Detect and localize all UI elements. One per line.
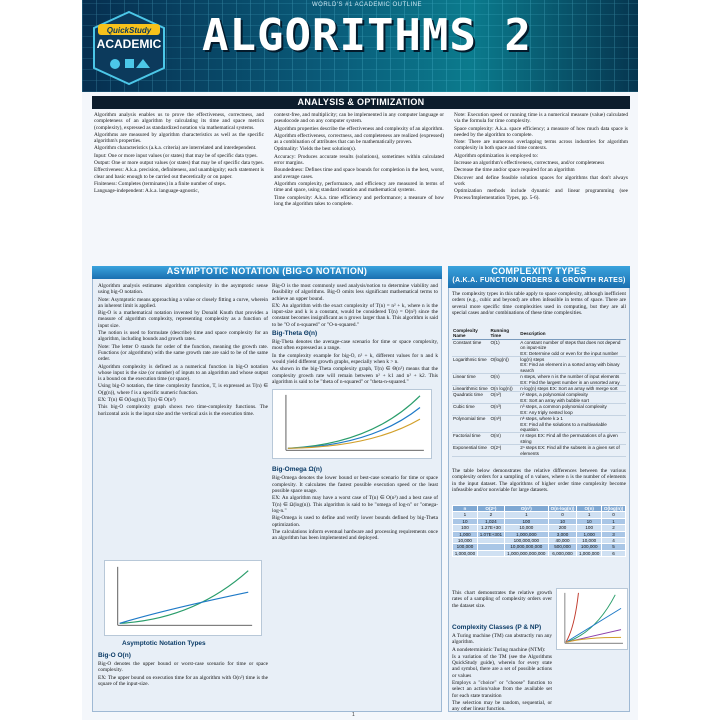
complexity-desc xyxy=(519,339,626,356)
complexity-cell: O(n²) xyxy=(489,392,519,404)
omega-p2: Big-Omega is used to define and verify lower bounds defined by big-Theta optimization. xyxy=(272,515,438,528)
growth-cell: 100,000 xyxy=(577,544,602,550)
analysis-c1-p4: Output: One or more output values (or states) that may be of specific data types. xyxy=(94,160,264,167)
analysis-c3-p0: Note: Execution speed or running time is a numerical measure (value) calculated via the formula for time complexity. xyxy=(454,112,628,125)
complexity-col-header: Running Time xyxy=(489,328,519,339)
analysis-c3-p5: Decrease the time and/or space required for an algorithm xyxy=(454,167,575,174)
complexity-cell: O(log(n)) xyxy=(489,357,519,374)
growth-table xyxy=(452,505,626,557)
asym-c1-p6: Using big-O notation, the time complexity function, T, is expressed as T(n) ∈ O(g(n)), where f is a specific numeric function. xyxy=(98,383,268,396)
growth-cell: 5 xyxy=(602,544,626,550)
analysis-c3-p3: Algorithm optimization is employed to: xyxy=(454,152,539,159)
growth-cell: 100 xyxy=(577,525,602,531)
big-theta-heading: Big-Theta Θ(n) xyxy=(272,330,318,338)
study-sheet xyxy=(82,0,638,720)
growth-cell: 100,000 xyxy=(453,544,478,550)
growth-cell: 10,000 xyxy=(577,538,602,544)
complexity-cell: O(n) xyxy=(489,374,519,386)
omega-p3: The calculations inform eventual hardware and processing requirements once an algorithm has been implemented and deployed. xyxy=(272,528,438,542)
growth-cell: 500,000 xyxy=(548,544,576,550)
complexity-desc-example: EX: Determine odd or even for the input number xyxy=(520,350,619,356)
complexity-desc-example: EX: Find the largest number in an unsorted array xyxy=(520,379,620,385)
growth-cell: 1 xyxy=(602,518,626,524)
analysis-c1-p6: Finiteness: Completes (terminates) in a finite number of steps. xyxy=(94,180,226,187)
quickstudy-badge-icon xyxy=(90,10,168,86)
complexity-desc-main: n·log(n) steps EX: Sort an array with merge sort xyxy=(520,386,618,392)
growth-cell: 6 xyxy=(602,550,626,556)
complexity-cell: O(n!) xyxy=(489,433,519,445)
complexity-desc-main: 2ⁿ steps EX: Find all the subsets in a given set of elements xyxy=(520,445,620,456)
complexity-cell: Polynomial time xyxy=(452,416,489,433)
growth-cell: 1,000 xyxy=(577,531,602,537)
asymptotic-col-2 xyxy=(272,283,438,708)
growth-col-header: O(2ⁿ) xyxy=(477,506,504,512)
big-theta-graph xyxy=(272,389,432,459)
complexity-cell: O(nᵏ) xyxy=(489,416,519,433)
growth-cell: 1 xyxy=(504,512,548,518)
growth-cell: 10,000,000,000 xyxy=(504,544,548,550)
growth-cell: 10,000 xyxy=(504,525,548,531)
complexity-row xyxy=(452,386,626,392)
page-number: 1 xyxy=(352,712,355,718)
growth-cell: 1,000,000 xyxy=(577,550,602,556)
growth-cell: 10,000 xyxy=(453,538,478,544)
complexity-mid-text xyxy=(452,468,626,504)
growth-col-header: n xyxy=(453,506,478,512)
asym-c1-p5: Algorithm complexity is defined as a numerical function in big-O notation whose input is the size (or number) of inputs to an algorithm and whose output is a bound on the execution time (or space). xyxy=(98,363,268,383)
growth-cell: 10 xyxy=(577,518,602,524)
asym-c1-p3: The notion is used to formulate (describe) time and space complexity for an algorithm, including bounds and growth rates. xyxy=(98,330,268,343)
asym-c2-p1: EX: An algorithm with the exact complexity of T(n) = n² + k, where n is the input-size and k is a constant, would be considered T(n) = O(n²) since the constant becomes insignificant as n grows larger than k. This algorithm is said to be "O of n-squared" or "O-n-squared." xyxy=(272,302,438,328)
big-o-tail xyxy=(98,650,268,708)
complexity-row xyxy=(452,357,626,374)
complexity-table-wrap xyxy=(452,328,626,457)
complexity-classes xyxy=(452,622,552,713)
asym-c1-p0: Algorithm analysis estimates algorithm complexity in the asymptotic sense using big-O notation. xyxy=(98,283,268,296)
complexity-desc xyxy=(519,357,626,374)
growth-cell: 4 xyxy=(602,538,626,544)
growth-cell: 2 xyxy=(477,512,504,518)
complexity-desc-main: nᵏ steps, where k ≥ 1 xyxy=(520,416,563,422)
classes-p3: Employs a "choice" or "choose" function to select an action/value from the available set for each state transition xyxy=(452,680,552,699)
growth-cell: 1 xyxy=(453,512,478,518)
asym-c1-p2: Big-O is a mathematical notation invented by Donald Knuth that provides a measure of algorithm complexity, representing complexity as a function of input size. xyxy=(98,310,268,329)
complexity-classes-heading: Complexity Classes (P & NP) xyxy=(452,624,542,631)
growth-cell: 100,000,000 xyxy=(504,538,548,544)
complexity-desc-main: A constant number of steps that does not depend on input-size xyxy=(520,339,621,351)
complexity-cell: Factorial time xyxy=(452,433,489,445)
header-banner xyxy=(82,0,638,92)
complexity-row xyxy=(452,445,626,457)
complexity-desc-example: EX: Find an element in a sorted array with binary search xyxy=(520,362,620,373)
complexity-desc xyxy=(519,392,626,404)
complexity-cell: O(2ⁿ) xyxy=(489,445,519,457)
complexity-cell: Quadratic time xyxy=(452,392,489,404)
asymptotic-section-bar: ASYMPTOTIC NOTATION (BIG-O NOTATION) xyxy=(92,266,442,279)
analysis-c3-p6: Discover and define feasible solution spaces for algorithms that don't always work xyxy=(454,174,628,187)
analysis-c1-p1: Algorithms are measured by algorithm characteristics as well as the specific algorithm's properties. xyxy=(94,131,264,145)
analysis-c2-p5: Boundedness: Defines time and space bounds for completion in the best, worst, and average cases. xyxy=(274,167,444,180)
analysis-c3-p2: Note: There are numerous overlapping terms across industries for algorithm complexity in both space and time contexts. xyxy=(454,139,628,152)
complexity-section-bar xyxy=(448,266,630,288)
growth-cell: 1,000,000,000,000 xyxy=(504,550,548,556)
analysis-col-1 xyxy=(94,112,264,262)
growth-table-wrap xyxy=(452,505,626,557)
complexity-desc-main: log(n) steps xyxy=(520,357,545,363)
complexity-desc-example: EX: Find all the solutions to a multivariable equation. xyxy=(520,421,607,432)
complexity-col-header: Description xyxy=(519,328,626,339)
complexity-desc xyxy=(519,374,626,386)
growth-cell xyxy=(477,550,504,556)
complexity-cell: Constant time xyxy=(452,339,489,356)
big-omega-heading: Big-Omega Ω(n) xyxy=(272,466,322,474)
complexity-desc xyxy=(519,445,626,457)
complexity-col-header: Complexity Name xyxy=(452,328,489,339)
classes-p1: A nondeterministic Turing machine (NTM): xyxy=(452,646,546,653)
asymptotic-col-1 xyxy=(98,283,268,553)
big-o-graph xyxy=(104,560,262,636)
analysis-col-2 xyxy=(274,112,444,262)
complexity-cell: Linear time xyxy=(452,374,489,386)
complexity-desc-main: n! steps EX: Find all the permutations of a given string xyxy=(520,433,618,444)
analysis-c2-p3: Optimality: Yields the best solution(s). xyxy=(274,146,357,153)
complexity-desc-main: n³ steps, a common polynomial complexity xyxy=(520,404,607,410)
classes-p4: The selection may be random, sequential, or any other linear function. xyxy=(452,699,552,713)
complexity-cell: Logarithmic time xyxy=(452,357,489,374)
big-o-heading: Big-O O(n) xyxy=(98,652,131,659)
analysis-c2-p7: Time complexity: A.k.a. time efficiency and performance; a measure of how long the algorithm takes to complete. xyxy=(274,194,444,207)
growth-chart-para: This chart demonstrates the relative growth rates of a sampling of complexity orders over the dataset size. xyxy=(452,590,552,609)
complexity-intro xyxy=(452,291,626,327)
growth-cell: 10 xyxy=(453,518,478,524)
complexity-desc-example: EX: Sort an array with bubble sort xyxy=(520,397,589,403)
complexity-mid-para: The table below demonstrates the relative differences between the various complexity orders for a sampling of n values, where n is the number of elements in the input dataset. The algorithms of higher order time complexity become infeasible and/or nonviable for large datasets. xyxy=(452,468,626,493)
big-o-tail-p0: Big-O denotes the upper bound or worst-case scenario for time or space complexity. xyxy=(98,661,268,674)
complexity-desc xyxy=(519,386,626,392)
growth-cell: 100 xyxy=(504,518,548,524)
omega-p0: Big-Omega denotes the lower bound or best-case scenario for time or space complexity. It calculates the fastest possible execution speed or the least possible space usage. xyxy=(272,475,438,495)
analysis-col-3 xyxy=(454,112,628,262)
growth-cell: 3 xyxy=(602,531,626,537)
growth-col-header: O(n²) xyxy=(504,506,548,512)
complexity-desc xyxy=(519,404,626,416)
growth-col-header: O(log(n)) xyxy=(602,506,626,512)
growth-cell: 0 xyxy=(602,512,626,518)
big-o-curve-lower xyxy=(120,592,249,623)
asym-c2-p0: Big-O is the most commonly used analysis/notion to determine viability and feasibility of algorithms. Big-O omits less significant mathematical terms to achieve an upper bound. xyxy=(272,283,438,302)
badge-top-text: QuickStudy xyxy=(106,26,152,35)
complexity-cell: Cubic time xyxy=(452,404,489,416)
growth-cell: 1.27E+30 xyxy=(477,525,504,531)
big-o-curve-upper xyxy=(120,571,249,624)
growth-cell: 1 xyxy=(577,512,602,518)
analysis-c1-p3: Input: One or more input values (or states) that may be of specific data types. xyxy=(94,152,258,159)
analysis-c2-p0: context-free, and multiplicity; can be implemented in any computer language or pseudocode and on any computer system. xyxy=(274,112,444,125)
asym-c1-p1: Note: Asymptotic means approaching a value or closely fitting a curve, wherein an inherent limit is applied. xyxy=(98,296,268,309)
complexity-subtitle: (A.K.A. FUNCTION ORDERS & GROWTH RATES) xyxy=(452,277,626,284)
big-o-tail-p1: EX: The upper bound on execution time for an algorithm with O(n²) time is the square of the input-size. xyxy=(98,674,268,687)
growth-cell: 1,000 xyxy=(453,531,478,537)
complexity-desc-main: n² steps, a polynomial complexity xyxy=(520,392,588,398)
growth-cell: 10 xyxy=(548,518,576,524)
complexity-title: COMPLEXITY TYPES xyxy=(491,266,587,276)
growth-cell: 100 xyxy=(453,525,478,531)
theta-p2: As shown in the big-Theta complexity graph, T(n) ∈ Θ(n²) means that the complexity growth rate will remain between n² + k1 and n² + k2. This algorithm is said to be "theta of n-squared" or "theta-n-squared." xyxy=(272,366,438,385)
complexity-desc xyxy=(519,416,626,433)
analysis-c3-p7: Optimization methods include dynamic and linear programming (see Process/Implementation Types, pp. 5-6). xyxy=(454,188,628,201)
omega-p1: EX: An algorithm may have a worst case of T(n) ∈ O(n²) and a best case of T(n) ∈ Ω(log(n)). This algorithm is said to be "omega of log-n" or "omega-log-n." xyxy=(272,495,438,514)
asym-c1-p8: This big-O complexity graph shows two time-complexity functions. The horizontal axis is the input size and the vertical axis is the execution time. xyxy=(98,404,268,417)
analysis-c1-p7: Language-independent: A.k.a. language-agnostic, xyxy=(94,188,200,195)
growth-chart-text xyxy=(452,590,552,620)
analysis-c2-p1: Algorithm properties describe the effectiveness and complexity of an algorithm. xyxy=(274,125,444,132)
growth-cell: 2 xyxy=(602,525,626,531)
complexity-row xyxy=(452,433,626,445)
growth-cell: 200 xyxy=(548,525,576,531)
analysis-c1-p0: Algorithm analysis enables us to prove the effectiveness, correctness, and completeness of an algorithm by calculating its time and space metrics (complexity), expressed as standardized notation via mathematical systems. xyxy=(94,112,264,131)
theta-p0: Big-Theta denotes the average-case scenario for time or space complexity, most often expressed as a range. xyxy=(272,339,438,352)
page-title: ALGORITHMS 2 xyxy=(202,10,532,61)
growth-cell: 6,000,000 xyxy=(548,550,576,556)
asym-c1-p4: Note: The letter O stands for order of the function, meaning the growth rate. Functions (or algorithms) with the same growth rate are said to be of the same order. xyxy=(98,343,268,363)
growth-cell: 40,000 xyxy=(548,538,576,544)
analysis-c2-p4: Accuracy: Produces accurate results (solutions), sometimes within calculated error margins. xyxy=(274,153,444,167)
complexity-row xyxy=(452,339,626,356)
complexity-cell: O(1) xyxy=(489,339,519,356)
complexity-desc xyxy=(519,433,626,445)
complexity-cell: O(n log(n)) xyxy=(489,386,519,392)
complexity-cell: Linearithmic time xyxy=(453,386,488,392)
complexity-desc-main: n steps, where n is the number of input elements xyxy=(520,374,620,380)
growth-col-header: O(n·log(n)) xyxy=(548,506,576,512)
asymptotic-types-caption: Asymptotic Notation Types xyxy=(122,640,206,647)
complexity-row xyxy=(452,374,626,386)
analysis-c2-p6: Algorithm complexity, performance, and efficiency are measured in terms of time and space, using standard notation and mathematical systems. xyxy=(274,180,444,194)
analysis-c3-p1: Space complexity: A.k.a. space efficiency; a measure of how much data space is needed by the algorithm to complete. xyxy=(454,125,628,138)
complexity-cell: Exponential time xyxy=(452,445,489,457)
complexity-row xyxy=(452,416,626,433)
growth-cell: 1,024 xyxy=(477,518,504,524)
complexity-row xyxy=(452,404,626,416)
growth-cell: 1.07E+301 xyxy=(477,531,504,537)
growth-row xyxy=(453,550,626,556)
complexity-cell: O(n³) xyxy=(489,404,519,416)
analysis-c2-p2: Algorithm effectiveness, correctness, and completeness are realized (expressed) as a combination of attributes that can be mathematically proven. xyxy=(274,132,444,146)
analysis-c1-p2: Algorithm characteristics (a.k.a. criteria) are interrelated and interdependent. xyxy=(94,145,257,152)
growth-cell: 0 xyxy=(548,512,576,518)
growth-rate-graph xyxy=(556,588,628,650)
badge-main-text: ACADEMIC xyxy=(96,37,162,51)
analysis-c3-p4: Increase an algorithm's effectiveness, correctness, and/or completeness xyxy=(454,160,605,167)
growth-col-header: O(n) xyxy=(577,506,602,512)
complexity-desc-example: EX: Any triply nested loop xyxy=(520,409,573,415)
theta-p1: In the complexity example for big-O, n² + k, different values for n and k would yield different growth graphs, especially when k > n. xyxy=(272,352,438,365)
complexity-table xyxy=(452,328,626,457)
complexity-row xyxy=(452,392,626,404)
growth-cell: 3,000 xyxy=(548,531,576,537)
growth-cell: 1,000,000 xyxy=(504,531,548,537)
growth-cell: 1,000,000 xyxy=(453,550,478,556)
complexity-intro-text: The complexity types in this table apply to space complexity, although inefficient orders (e.g., cubic and beyond) are often infeasible in terms of space. There are several more specific time complexities used in computing, but they are all special cases and/or combinations of these time complexities. xyxy=(452,291,626,316)
asym-c1-p7: EX: T(n) ∈ O(log(n)); T(n) ∈ O(n²) xyxy=(98,397,176,404)
analysis-section-bar: ANALYSIS & OPTIMIZATION xyxy=(92,96,630,109)
analysis-c1-p5: Effectiveness: A.k.a. precision, definiteness, and unambiguity; each statement is clear and basic enough to be carried out theoretically or on paper. xyxy=(94,167,264,180)
classes-p2: Is a variation of the TM (see the Algorithms QuickStudy guide), wherein for every state and symbol, there are a set of possible actions or values xyxy=(452,653,552,679)
classes-p0: A Turing machine (TM) can abstractly run any algorithm. xyxy=(452,633,552,646)
tagline: WORLD'S #1 ACADEMIC OUTLINE xyxy=(312,2,422,8)
